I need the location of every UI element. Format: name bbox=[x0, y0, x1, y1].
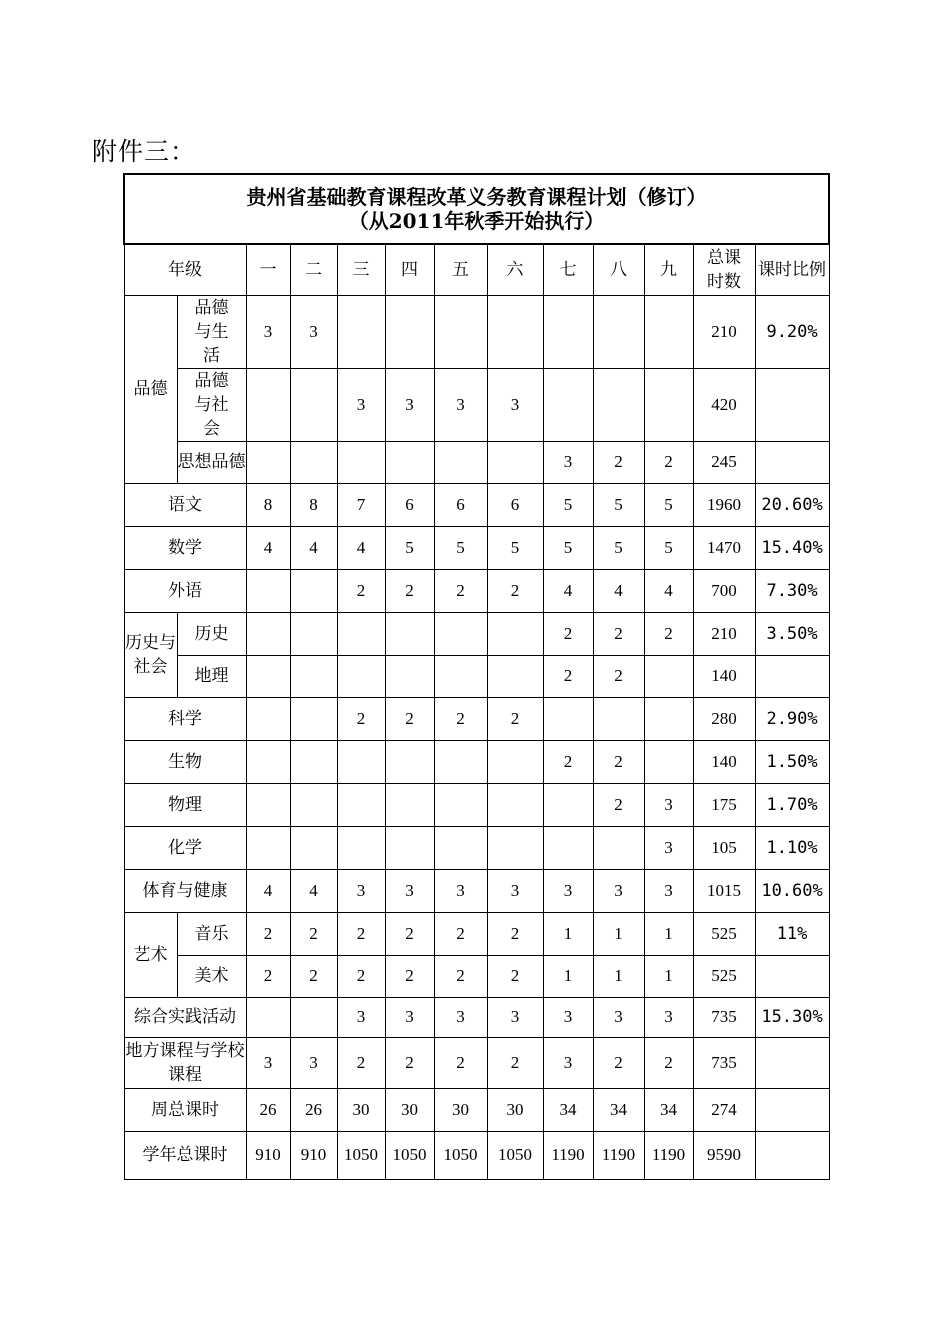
table-row bbox=[124, 955, 829, 997]
grade-2-hours bbox=[290, 612, 337, 655]
ratio-cell: 1.10% bbox=[755, 826, 829, 869]
grade-6-hours: 30 bbox=[487, 1088, 543, 1131]
grade-9-hours: 3 bbox=[644, 826, 693, 869]
grade-2-hours: 2 bbox=[290, 912, 337, 955]
attachment-label: 附件三： bbox=[92, 137, 197, 166]
grade-8-hours: 3 bbox=[593, 997, 644, 1037]
grade-9-hours bbox=[644, 655, 693, 697]
grade-6-hours bbox=[487, 655, 543, 697]
grade-1-hours: 910 bbox=[246, 1131, 290, 1179]
total-hours-cell: 1015 bbox=[693, 869, 755, 912]
grade-7-hours: 2 bbox=[543, 740, 593, 783]
grade-6-hours: 3 bbox=[487, 368, 543, 441]
grade-5-hours: 3 bbox=[434, 869, 487, 912]
grade-3-hours bbox=[337, 783, 385, 826]
total-hours-cell: 210 bbox=[693, 295, 755, 368]
grade-3-hours: 4 bbox=[337, 526, 385, 569]
grade-7-hours: 3 bbox=[543, 1037, 593, 1088]
grade-9-hours: 2 bbox=[644, 1037, 693, 1088]
grade-2-hours bbox=[290, 783, 337, 826]
total-hours-cell: 700 bbox=[693, 569, 755, 612]
total-hours-cell: 525 bbox=[693, 912, 755, 955]
grade-8-hours: 34 bbox=[593, 1088, 644, 1131]
grade-5-hours: 3 bbox=[434, 997, 487, 1037]
grade-4-hours: 2 bbox=[385, 1037, 434, 1088]
grade-4-hours: 2 bbox=[385, 955, 434, 997]
total-hours-cell: 1960 bbox=[693, 483, 755, 526]
grade-8-hours: 2 bbox=[593, 441, 644, 483]
subject-cell: 学年总课时 bbox=[124, 1131, 246, 1179]
grade-6-hours: 1050 bbox=[487, 1131, 543, 1179]
table-row bbox=[124, 655, 829, 697]
subject-group-cell: 品德 bbox=[124, 295, 177, 483]
subject-cell: 科学 bbox=[124, 697, 246, 740]
total-hours-cell: 140 bbox=[693, 655, 755, 697]
grade-3-hours: 2 bbox=[337, 912, 385, 955]
grade-9-hours bbox=[644, 740, 693, 783]
grade-2-hours: 3 bbox=[290, 295, 337, 368]
grade-6-hours bbox=[487, 441, 543, 483]
grade-9-hours bbox=[644, 295, 693, 368]
grade-6-hours: 5 bbox=[487, 526, 543, 569]
grade-6-hours bbox=[487, 295, 543, 368]
grade-1-hours: 26 bbox=[246, 1088, 290, 1131]
grade-1-hours: 3 bbox=[246, 1037, 290, 1088]
grade-5-hours bbox=[434, 295, 487, 368]
grade-5-hours bbox=[434, 740, 487, 783]
grade-8-hours bbox=[593, 826, 644, 869]
grade-5-hours: 5 bbox=[434, 526, 487, 569]
total-hours-cell: 210 bbox=[693, 612, 755, 655]
grade-4-hours: 3 bbox=[385, 869, 434, 912]
grade-9-hours: 2 bbox=[644, 612, 693, 655]
grade-2-hours: 3 bbox=[290, 1037, 337, 1088]
ratio-cell: 2.90% bbox=[755, 697, 829, 740]
grade-9-hours: 3 bbox=[644, 997, 693, 1037]
grade-9-hours: 34 bbox=[644, 1088, 693, 1131]
grade-9-hours: 1190 bbox=[644, 1131, 693, 1179]
ratio-cell: 1.70% bbox=[755, 783, 829, 826]
ratio-cell bbox=[755, 441, 829, 483]
grade-6-header: 六 bbox=[487, 244, 543, 295]
grade-3-hours: 3 bbox=[337, 997, 385, 1037]
grade-5-hours bbox=[434, 826, 487, 869]
grade-3-hours: 1050 bbox=[337, 1131, 385, 1179]
subject-group-cell: 艺术 bbox=[124, 912, 177, 997]
subject-cell: 数学 bbox=[124, 526, 246, 569]
grade-4-hours: 3 bbox=[385, 368, 434, 441]
grade-7-hours: 2 bbox=[543, 612, 593, 655]
grade-9-hours: 3 bbox=[644, 869, 693, 912]
grade-5-hours: 2 bbox=[434, 1037, 487, 1088]
grade-2-hours bbox=[290, 441, 337, 483]
grade-1-hours: 2 bbox=[246, 955, 290, 997]
grade-1-hours: 8 bbox=[246, 483, 290, 526]
grade-5-hours bbox=[434, 612, 487, 655]
grade-3-hours: 2 bbox=[337, 697, 385, 740]
grade-4-hours bbox=[385, 295, 434, 368]
grade-7-hours: 34 bbox=[543, 1088, 593, 1131]
grade-3-hours bbox=[337, 295, 385, 368]
subject-cell: 品德与社会 bbox=[177, 368, 246, 441]
grade-7-hours bbox=[543, 826, 593, 869]
ratio-cell: 1.50% bbox=[755, 740, 829, 783]
grade-8-hours: 5 bbox=[593, 526, 644, 569]
grade-4-hours: 2 bbox=[385, 912, 434, 955]
grade-3-hours: 3 bbox=[337, 368, 385, 441]
table-row bbox=[124, 912, 829, 955]
grade-9-hours: 2 bbox=[644, 441, 693, 483]
total-hours-cell: 1470 bbox=[693, 526, 755, 569]
grade-2-hours bbox=[290, 368, 337, 441]
grade-3-hours bbox=[337, 655, 385, 697]
grade-6-hours: 2 bbox=[487, 912, 543, 955]
title-line-2: （从2011年秋季开始执行） bbox=[348, 208, 605, 233]
title-line-1: 贵州省基础教育课程改革义务教育课程计划（修订） bbox=[246, 184, 707, 209]
ratio-cell: 15.40% bbox=[755, 526, 829, 569]
subject-cell: 综合实践活动 bbox=[124, 997, 246, 1037]
ratio-cell bbox=[755, 655, 829, 697]
header-row bbox=[124, 244, 829, 295]
grade-7-hours: 5 bbox=[543, 526, 593, 569]
grade-2-hours bbox=[290, 997, 337, 1037]
ratio-cell: 11% bbox=[755, 912, 829, 955]
subject-cell: 思想品德 bbox=[177, 441, 246, 483]
table-row bbox=[124, 441, 829, 483]
total-hours-cell: 140 bbox=[693, 740, 755, 783]
grade-7-hours: 1190 bbox=[543, 1131, 593, 1179]
grade-5-hours bbox=[434, 441, 487, 483]
grade-4-hours bbox=[385, 655, 434, 697]
grade-9-hours bbox=[644, 368, 693, 441]
total-hours-cell: 245 bbox=[693, 441, 755, 483]
table-row bbox=[124, 368, 829, 441]
table-row bbox=[124, 783, 829, 826]
ratio-cell: 20.60% bbox=[755, 483, 829, 526]
grade-4-hours bbox=[385, 783, 434, 826]
grade-9-hours: 1 bbox=[644, 912, 693, 955]
table-row bbox=[124, 483, 829, 526]
grade-8-hours: 2 bbox=[593, 612, 644, 655]
grade-8-hours: 3 bbox=[593, 869, 644, 912]
ratio-cell: 9.20% bbox=[755, 295, 829, 368]
grade-7-hours: 3 bbox=[543, 441, 593, 483]
grade-5-hours: 6 bbox=[434, 483, 487, 526]
grade-3-hours: 7 bbox=[337, 483, 385, 526]
grade-9-hours: 4 bbox=[644, 569, 693, 612]
table-row bbox=[124, 740, 829, 783]
grade-4-hours: 6 bbox=[385, 483, 434, 526]
grade-4-hours bbox=[385, 740, 434, 783]
subject-cell: 地理 bbox=[177, 655, 246, 697]
table-body bbox=[124, 295, 829, 1179]
subject-cell: 外语 bbox=[124, 569, 246, 612]
grade-1-hours bbox=[246, 569, 290, 612]
grade-5-hours: 2 bbox=[434, 697, 487, 740]
table-row bbox=[124, 997, 829, 1037]
grade-7-hours bbox=[543, 295, 593, 368]
grade-3-hours: 3 bbox=[337, 869, 385, 912]
grade-4-hours: 3 bbox=[385, 997, 434, 1037]
subject-cell: 周总课时 bbox=[124, 1088, 246, 1131]
ratio-cell: 3.50% bbox=[755, 612, 829, 655]
total-hours-cell: 9590 bbox=[693, 1131, 755, 1179]
subject-cell: 品德与生活 bbox=[177, 295, 246, 368]
grade-2-hours bbox=[290, 569, 337, 612]
grade-1-hours bbox=[246, 441, 290, 483]
table-title bbox=[124, 174, 829, 244]
grade-5-hours: 2 bbox=[434, 912, 487, 955]
grade-6-hours: 2 bbox=[487, 569, 543, 612]
table-row bbox=[124, 1131, 829, 1179]
table-row bbox=[124, 1088, 829, 1131]
grade-1-hours bbox=[246, 368, 290, 441]
grade-2-hours: 4 bbox=[290, 869, 337, 912]
grade-6-hours bbox=[487, 826, 543, 869]
grade-9-hours bbox=[644, 697, 693, 740]
grade-3-hours bbox=[337, 740, 385, 783]
total-hours-cell: 525 bbox=[693, 955, 755, 997]
grade-8-hours: 1190 bbox=[593, 1131, 644, 1179]
grade-4-hours: 2 bbox=[385, 697, 434, 740]
grade-5-hours: 2 bbox=[434, 955, 487, 997]
grade-1-hours bbox=[246, 826, 290, 869]
grade-2-hours: 26 bbox=[290, 1088, 337, 1131]
total-hours-cell: 420 bbox=[693, 368, 755, 441]
grade-3-hours bbox=[337, 826, 385, 869]
grade-8-header: 八 bbox=[593, 244, 644, 295]
subject-cell: 化学 bbox=[124, 826, 246, 869]
total-hours-header: 总课时数 bbox=[693, 244, 755, 295]
grade-9-hours: 5 bbox=[644, 526, 693, 569]
grade-3-hours: 2 bbox=[337, 1037, 385, 1088]
subject-cell: 物理 bbox=[124, 783, 246, 826]
table-row bbox=[124, 1037, 829, 1088]
grade-8-hours: 5 bbox=[593, 483, 644, 526]
total-hours-cell: 280 bbox=[693, 697, 755, 740]
table-row bbox=[124, 612, 829, 655]
grade-4-header: 四 bbox=[385, 244, 434, 295]
grade-8-hours bbox=[593, 368, 644, 441]
grade-8-hours: 1 bbox=[593, 955, 644, 997]
grade-5-header: 五 bbox=[434, 244, 487, 295]
subject-group-cell: 历史与社会 bbox=[124, 612, 177, 697]
subject-cell: 生物 bbox=[124, 740, 246, 783]
grade-1-hours bbox=[246, 612, 290, 655]
grade-header: 年级 bbox=[124, 244, 246, 295]
table-row bbox=[124, 526, 829, 569]
grade-5-hours: 3 bbox=[434, 368, 487, 441]
grade-1-hours bbox=[246, 783, 290, 826]
total-hours-cell: 735 bbox=[693, 1037, 755, 1088]
table-row bbox=[124, 697, 829, 740]
grade-3-hours bbox=[337, 441, 385, 483]
grade-1-hours bbox=[246, 655, 290, 697]
curriculum-plan-table bbox=[123, 173, 830, 1180]
grade-3-hours: 30 bbox=[337, 1088, 385, 1131]
grade-1-header: 一 bbox=[246, 244, 290, 295]
grade-1-hours: 2 bbox=[246, 912, 290, 955]
ratio-cell: 10.60% bbox=[755, 869, 829, 912]
table-row bbox=[124, 569, 829, 612]
grade-8-hours: 4 bbox=[593, 569, 644, 612]
grade-9-hours: 1 bbox=[644, 955, 693, 997]
grade-1-hours bbox=[246, 740, 290, 783]
grade-3-hours: 2 bbox=[337, 569, 385, 612]
grade-7-hours: 4 bbox=[543, 569, 593, 612]
grade-7-hours: 2 bbox=[543, 655, 593, 697]
grade-6-hours: 3 bbox=[487, 997, 543, 1037]
grade-9-hours: 3 bbox=[644, 783, 693, 826]
table-row bbox=[124, 826, 829, 869]
grade-1-hours: 3 bbox=[246, 295, 290, 368]
grade-5-hours: 1050 bbox=[434, 1131, 487, 1179]
table-row bbox=[124, 295, 829, 368]
grade-5-hours bbox=[434, 783, 487, 826]
grade-7-hours: 1 bbox=[543, 912, 593, 955]
grade-6-hours: 2 bbox=[487, 955, 543, 997]
grade-1-hours: 4 bbox=[246, 869, 290, 912]
subject-cell: 体育与健康 bbox=[124, 869, 246, 912]
grade-6-hours: 2 bbox=[487, 697, 543, 740]
grade-4-hours: 1050 bbox=[385, 1131, 434, 1179]
total-hours-cell: 274 bbox=[693, 1088, 755, 1131]
grade-7-hours bbox=[543, 783, 593, 826]
grade-7-hours: 5 bbox=[543, 483, 593, 526]
subject-cell: 地方课程与学校课程 bbox=[124, 1037, 246, 1088]
grade-6-hours bbox=[487, 740, 543, 783]
ratio-cell: 7.30% bbox=[755, 569, 829, 612]
subject-cell: 音乐 bbox=[177, 912, 246, 955]
ratio-header: 课时比例 bbox=[755, 244, 829, 295]
ratio-cell bbox=[755, 1037, 829, 1088]
grade-8-hours: 2 bbox=[593, 655, 644, 697]
total-hours-cell: 735 bbox=[693, 997, 755, 1037]
grade-3-hours bbox=[337, 612, 385, 655]
grade-2-hours bbox=[290, 826, 337, 869]
grade-4-hours bbox=[385, 612, 434, 655]
grade-6-hours bbox=[487, 612, 543, 655]
grade-1-hours bbox=[246, 697, 290, 740]
total-hours-cell: 175 bbox=[693, 783, 755, 826]
grade-6-hours: 2 bbox=[487, 1037, 543, 1088]
subject-cell: 历史 bbox=[177, 612, 246, 655]
grade-6-hours bbox=[487, 783, 543, 826]
grade-5-hours bbox=[434, 655, 487, 697]
grade-2-hours: 4 bbox=[290, 526, 337, 569]
grade-2-hours bbox=[290, 697, 337, 740]
grade-8-hours: 2 bbox=[593, 1037, 644, 1088]
total-hours-cell: 105 bbox=[693, 826, 755, 869]
ratio-cell bbox=[755, 955, 829, 997]
table-row bbox=[124, 869, 829, 912]
grade-7-hours: 3 bbox=[543, 869, 593, 912]
grade-8-hours: 2 bbox=[593, 783, 644, 826]
grade-2-hours bbox=[290, 740, 337, 783]
subject-cell: 美术 bbox=[177, 955, 246, 997]
grade-7-header: 七 bbox=[543, 244, 593, 295]
grade-9-header: 九 bbox=[644, 244, 693, 295]
grade-7-hours: 1 bbox=[543, 955, 593, 997]
grade-2-hours: 910 bbox=[290, 1131, 337, 1179]
grade-4-hours bbox=[385, 826, 434, 869]
grade-2-header: 二 bbox=[290, 244, 337, 295]
grade-3-header: 三 bbox=[337, 244, 385, 295]
grade-3-hours: 2 bbox=[337, 955, 385, 997]
grade-8-hours: 2 bbox=[593, 740, 644, 783]
grade-7-hours: 3 bbox=[543, 997, 593, 1037]
subject-cell: 语文 bbox=[124, 483, 246, 526]
grade-9-hours: 5 bbox=[644, 483, 693, 526]
grade-1-hours: 4 bbox=[246, 526, 290, 569]
ratio-cell bbox=[755, 1131, 829, 1179]
grade-1-hours bbox=[246, 997, 290, 1037]
grade-7-hours bbox=[543, 697, 593, 740]
grade-6-hours: 3 bbox=[487, 869, 543, 912]
grade-5-hours: 30 bbox=[434, 1088, 487, 1131]
grade-5-hours: 2 bbox=[434, 569, 487, 612]
grade-2-hours: 2 bbox=[290, 955, 337, 997]
ratio-cell: 15.30% bbox=[755, 997, 829, 1037]
grade-8-hours: 1 bbox=[593, 912, 644, 955]
grade-4-hours: 2 bbox=[385, 569, 434, 612]
grade-4-hours: 30 bbox=[385, 1088, 434, 1131]
ratio-cell bbox=[755, 1088, 829, 1131]
grade-2-hours: 8 bbox=[290, 483, 337, 526]
grade-6-hours: 6 bbox=[487, 483, 543, 526]
grade-8-hours bbox=[593, 697, 644, 740]
grade-4-hours bbox=[385, 441, 434, 483]
grade-4-hours: 5 bbox=[385, 526, 434, 569]
ratio-cell bbox=[755, 368, 829, 441]
grade-7-hours bbox=[543, 368, 593, 441]
grade-2-hours bbox=[290, 655, 337, 697]
grade-8-hours bbox=[593, 295, 644, 368]
